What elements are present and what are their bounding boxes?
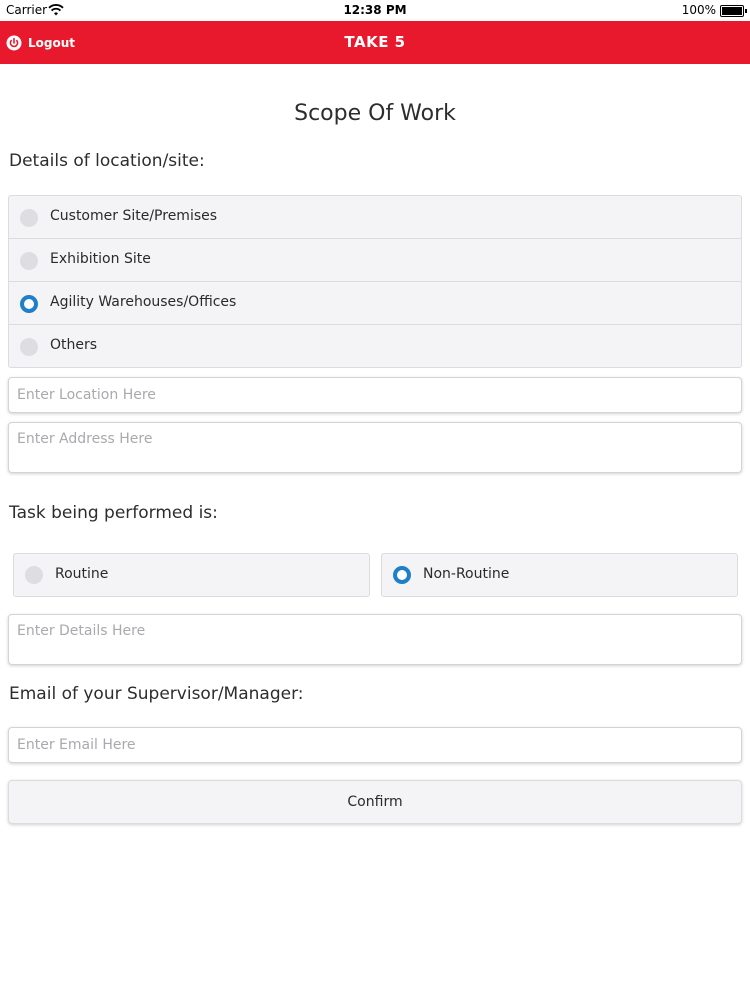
supervisor-section-label: Email of your Supervisor/Manager: bbox=[9, 684, 304, 704]
location-option-agility-warehouses[interactable] bbox=[9, 282, 741, 325]
location-option-customer-site[interactable] bbox=[9, 196, 741, 239]
location-option-exhibition-site[interactable] bbox=[9, 239, 741, 282]
option-label: Non-Routine bbox=[423, 566, 510, 582]
option-label: Agility Warehouses/Offices bbox=[50, 294, 237, 310]
task-option-non-routine[interactable] bbox=[381, 553, 738, 597]
task-option-routine[interactable] bbox=[13, 553, 370, 597]
location-radio-group bbox=[8, 195, 742, 368]
option-label: Routine bbox=[55, 566, 109, 582]
details-input[interactable] bbox=[8, 614, 742, 665]
battery-percentage: 100% bbox=[681, 3, 716, 17]
status-bar bbox=[0, 0, 750, 21]
option-label: Others bbox=[50, 337, 98, 353]
radio-selected-icon[interactable] bbox=[393, 566, 411, 584]
confirm-button[interactable]: Confirm bbox=[8, 780, 742, 824]
page-title: Scope Of Work bbox=[294, 101, 456, 126]
task-section-label: Task being performed is: bbox=[9, 503, 218, 523]
radio-icon[interactable] bbox=[25, 566, 43, 584]
radio-icon[interactable] bbox=[20, 338, 38, 356]
carrier-label: Carrier bbox=[6, 3, 48, 17]
location-section-label: Details of location/site: bbox=[9, 151, 205, 171]
radio-selected-icon[interactable] bbox=[20, 295, 38, 313]
radio-icon[interactable] bbox=[20, 252, 38, 270]
status-time: 12:38 PM bbox=[343, 3, 407, 17]
option-label: Exhibition Site bbox=[50, 251, 151, 267]
app-title: TAKE 5 bbox=[344, 33, 406, 51]
radio-icon[interactable] bbox=[20, 209, 38, 227]
location-input[interactable] bbox=[8, 377, 742, 413]
address-input[interactable] bbox=[8, 422, 742, 473]
location-option-others[interactable] bbox=[9, 325, 741, 368]
battery-icon bbox=[720, 5, 744, 17]
option-label: Customer Site/Premises bbox=[50, 208, 218, 224]
logout-label: Logout bbox=[28, 36, 76, 50]
email-input[interactable] bbox=[8, 727, 742, 763]
app-header bbox=[0, 21, 750, 64]
